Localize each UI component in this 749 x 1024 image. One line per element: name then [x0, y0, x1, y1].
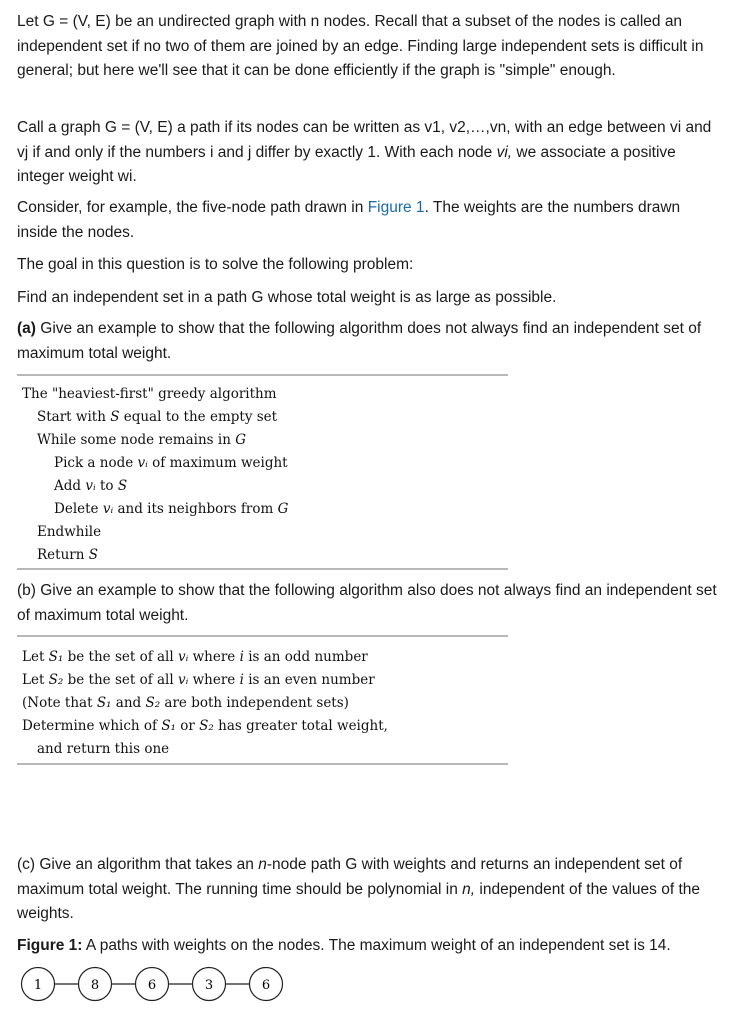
algo-b-line-2-v: vᵢ — [177, 672, 189, 688]
odd-even-algorithm-box — [17, 635, 508, 765]
algo-a-line-2-s: S — [110, 409, 120, 425]
intro-paragraph-2 — [17, 116, 717, 190]
algo-a-line-1-text: The "heaviest-first" greedy algorithm — [22, 386, 277, 402]
intro-text-1: Let G = (V, E) be an undirected graph with n nodes. Recall that a subset of the nodes is called an independent set if no two of them are joined by an edge. Finding large independent sets is difficult in general; but here we'll see that it can be done efficiently if the graph is "simple" enough. — [17, 13, 704, 79]
algo-a-line-7 — [17, 521, 508, 544]
intro-paragraph-4 — [17, 253, 717, 278]
algo-a-line-8-s: S — [88, 547, 98, 563]
node-3-weight: 6 — [147, 978, 157, 993]
algo-a-line-4-text-b: of maximum weight — [147, 455, 288, 471]
figure-caption — [17, 934, 717, 959]
algo-a-line-6 — [17, 498, 508, 521]
part-c-n-2: n, — [462, 880, 476, 898]
algo-b-line-2-b: be the set of all — [63, 672, 178, 688]
intro-text-2a: Call a graph G = (V, E) a path if its nodes can be written as v1, v2,…,vn, with an edge between vi and vj if and only if the numbers i and j differ by exactly 1. With each node — [17, 119, 712, 161]
algo-a-line-6-g: G — [277, 501, 289, 517]
algo-b-line-4-s1: S₁ — [161, 718, 176, 734]
intro-text-4: The goal in this question is to solve the following problem: — [17, 256, 414, 273]
node-5-weight: 6 — [261, 978, 271, 993]
algo-b-line-3-b: and — [111, 695, 146, 711]
algo-b-line-1-b: be the set of all — [63, 649, 178, 665]
algo-b-line-1-c: where — [188, 649, 240, 665]
algo-a-line-2-text-a: Start with — [37, 409, 111, 425]
part-b-text: (b) Give an example to show that the following algorithm also does not always find an independent set of maximum total weight. — [17, 582, 717, 624]
part-a-label: (a) — [17, 320, 36, 337]
algo-a-line-4-text-a: Pick a node — [54, 455, 138, 471]
intro-paragraph-3 — [17, 196, 717, 245]
algo-b-line-3-s1: S₁ — [96, 695, 112, 711]
part-a-question — [17, 317, 717, 366]
algo-a-line-6-text-b: and its neighbors from — [113, 501, 278, 517]
algo-a-line-6-text-a: Delete — [54, 501, 103, 517]
algo-a-line-5 — [17, 475, 508, 498]
algo-a-line-3-text: While some node remains in — [37, 432, 236, 448]
part-c-question — [17, 853, 717, 927]
algo-a-line-5-v: vᵢ — [85, 478, 96, 494]
intro-paragraph-1 — [17, 10, 717, 84]
algo-a-line-4-v: vᵢ — [137, 455, 148, 471]
algo-b-line-4-c: has greater total weight, — [213, 718, 388, 734]
algo-a-line-2-text-b: equal to the empty set — [119, 409, 278, 425]
algo-b-line-1-s: S₁ — [48, 649, 64, 665]
algo-b-line-2-a: Let — [22, 672, 49, 688]
algo-b-line-2-d: is an even number — [243, 672, 375, 688]
intro-text-3b: . The weights are the numbers drawn inside the nodes. — [17, 199, 681, 241]
algo-b-line-3-s2: S₂ — [145, 695, 161, 711]
algo-a-line-7-text: Endwhile — [37, 524, 102, 540]
algo-a-line-3 — [17, 429, 508, 452]
algo-b-line-4-b: or — [175, 718, 200, 734]
node-2-weight: 8 — [90, 978, 100, 993]
algo-a-line-1 — [17, 383, 508, 406]
algo-a-line-4 — [17, 452, 508, 475]
algo-b-line-2-s: S₂ — [48, 672, 64, 688]
vi-italic: vi, — [496, 143, 513, 161]
algo-b-line-1-v: vᵢ — [177, 649, 189, 665]
algo-b-line-1-a: Let — [22, 649, 49, 665]
algo-a-line-8-text: Return — [37, 547, 89, 563]
node-1-weight: 1 — [33, 978, 43, 993]
algo-b-line-4-s2: S₂ — [199, 718, 214, 734]
algo-b-line-5 — [17, 738, 508, 761]
intro-text-2b: we associate a positive integer weight wi. — [17, 143, 676, 185]
algo-b-line-3 — [17, 692, 508, 715]
part-b-question — [17, 579, 717, 628]
algo-a-line-5-text-b: to — [95, 478, 118, 494]
algo-a-line-3-g: G — [235, 432, 246, 448]
algo-b-line-1-d: is an odd number — [243, 649, 368, 665]
algo-a-line-2 — [17, 406, 508, 429]
algo-b-line-2 — [17, 669, 508, 692]
algo-b-line-1-i: i — [239, 649, 244, 665]
problem-text: Find an independent set in a path G whose total weight is as large as possible. — [17, 289, 557, 306]
algo-b-line-3-c: are both independent sets) — [160, 695, 349, 711]
node-4-weight: 3 — [204, 978, 214, 993]
part-c-text-a: (c) Give an algorithm that takes an — [17, 856, 259, 873]
part-c-text-c: independent of the values of the weights. — [17, 880, 701, 922]
algo-a-line-5-text-a: Add — [54, 478, 86, 494]
intro-text-3a: Consider, for example, the five-node path drawn in — [17, 199, 368, 216]
part-a-text: Give an example to show that the following algorithm does not always find an independent set of maximum total weight. — [17, 320, 702, 362]
algo-a-line-5-s: S — [117, 478, 128, 494]
algo-b-line-4 — [17, 715, 508, 738]
problem-statement — [17, 286, 717, 311]
algo-b-line-1 — [17, 646, 508, 669]
part-c-text-b: -node path G with weights and returns an independent set of maximum total weight. The running time should be polynomial in — [17, 856, 683, 898]
algo-b-line-2-i: i — [239, 672, 244, 688]
algo-b-line-2-c: where — [188, 672, 240, 688]
greedy-algorithm-box — [17, 374, 508, 570]
algo-b-line-5-text: and return this one — [37, 741, 170, 757]
figure-label: Figure 1: — [17, 937, 83, 954]
path-graph-figure — [17, 966, 297, 1002]
part-c-n-1: n — [258, 856, 267, 873]
figure-caption-text: A paths with weights on the nodes. The maximum weight of an independent set is 14. — [82, 937, 671, 954]
algo-b-line-4-a: Determine which of — [22, 718, 162, 734]
algo-a-line-6-v: vᵢ — [102, 501, 114, 517]
algo-a-line-8 — [17, 544, 508, 567]
algo-b-line-3-a: (Note that — [22, 695, 97, 711]
figure-1-link[interactable]: Figure 1 — [367, 199, 425, 216]
